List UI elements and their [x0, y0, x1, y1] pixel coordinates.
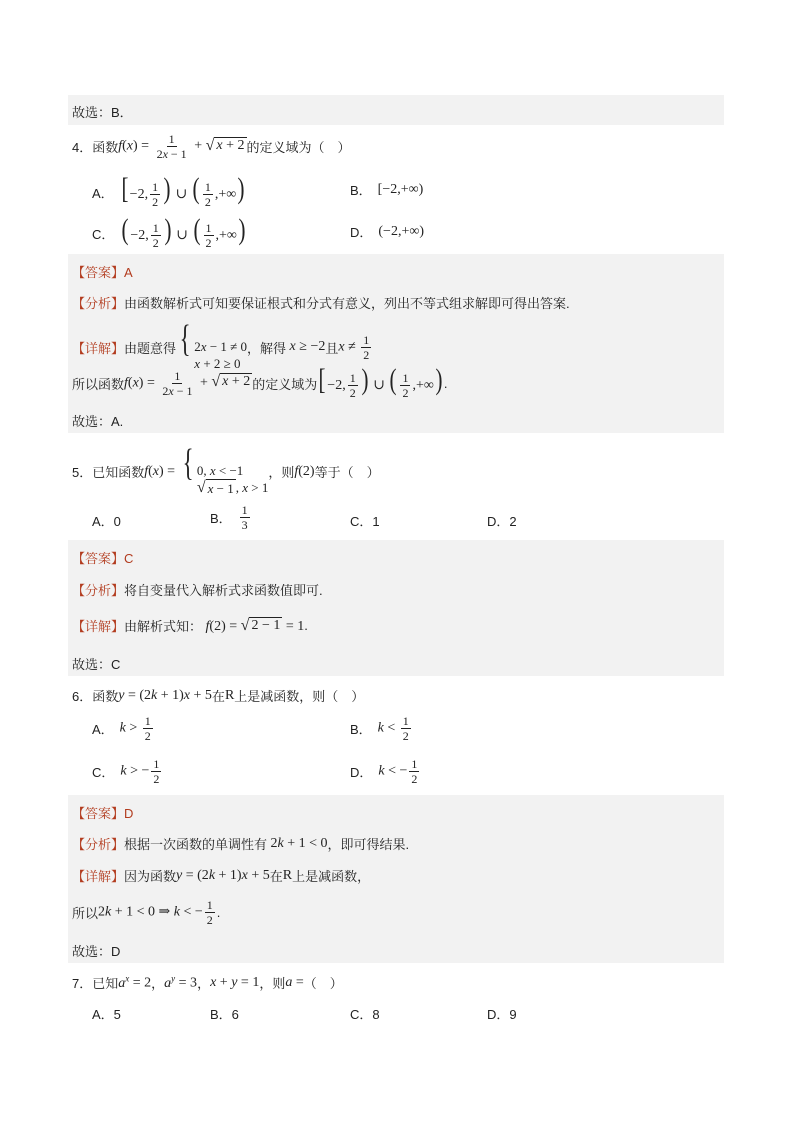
q7-option-c[interactable]: C．8: [350, 1007, 380, 1022]
q4-choose: 故选：A.: [72, 414, 124, 429]
q6-option-a[interactable]: A． k > $\frac{1}{2}$: [92, 714, 151, 743]
q4-option-a[interactable]: A． [ −2, $\frac{1}{2}$ ) ∪ ( $\frac{1}{2}$ ,+∞): [92, 172, 245, 210]
q7-option-b[interactable]: B．6: [210, 1007, 239, 1022]
q6-option-c[interactable]: C． k > − $\frac{1}{2}$: [92, 757, 160, 786]
q5-detail: 【详解】 由解析式知： f(2) = √ 2 − 1 = 1 .: [72, 616, 308, 634]
q4-option-b[interactable]: B． [−2,+∞): [350, 181, 424, 198]
q6-option-b[interactable]: B． k < $\frac{1}{2}$: [350, 714, 409, 743]
q5-analysis: 【分析】 将自变量代入解析式求函数值即可.: [72, 583, 323, 598]
q6-detail: 【详解】 因为函数 y = (2k + 1)x + 5 在 R 上是减函数，: [72, 867, 371, 884]
q5-choose: 故选：C: [72, 657, 121, 672]
solution-band: [68, 540, 724, 676]
q6-option-d[interactable]: D． k < − $\frac{1}{2}$: [350, 757, 418, 786]
q6-so: 所以 2k + 1 < 0 ⇒ k < − $\frac{1}{2}$ .: [72, 898, 221, 927]
q5-option-b[interactable]: B． $\frac{1}{3}$: [210, 503, 248, 532]
q5-stem: 5．已知函数 f(x) = { 0, x < −1 √ x − 1 , x > 1 ，则 f(2) 等于（ ）: [72, 442, 380, 496]
q4-option-c[interactable]: C． ( −2, $\frac{1}{2}$ ) ∪ ( $\frac{1}{2}$ ,+∞): [92, 213, 246, 251]
q4-detail: 【详解】 由题意得 { 2x − 1 ≠ 0 x + 2 ≥ 0 ，解得 x ≥ −2 且 x ≠ $\frac{1}{2}$: [72, 318, 370, 371]
q6-choose: 故选：D: [72, 944, 121, 959]
q4-function: f(x) = $\frac{1}{2x - 1}$ + √ x + 2: [118, 132, 245, 161]
q4-analysis: 【分析】 由函数解析式可知要保证根式和分式有意义，列出不等式组求解即可得出答案.: [72, 296, 570, 311]
q6-answer: 【答案】D: [72, 806, 134, 821]
q5-answer: 【答案】C: [72, 551, 134, 566]
q7-option-a[interactable]: A．5: [92, 1007, 121, 1022]
q4-stem: 4．函数 f(x) = $\frac{1}{2x - 1}$ + √ x + 2 的定义域为（ ）: [72, 132, 351, 161]
q5-option-a[interactable]: A．0: [92, 514, 121, 529]
solution-band: [68, 95, 724, 125]
q4-so: 所以函数 f(x) = $\frac{1}{2x - 1}$ + √ x + 2 的定义域为 [ −2, $\frac{1}{2}$ ) ∪ ( $\frac{1}{2}$ ,+∞) .: [72, 363, 448, 401]
q5-option-c[interactable]: C．1: [350, 514, 380, 529]
q6-stem: 6．函数 y = (2k + 1)x + 5 在 R 上是减函数，则（ ）: [72, 687, 365, 704]
q6-analysis: 【分析】 根据一次函数的单调性有 2k + 1 < 0 ，即可得结果.: [72, 835, 410, 852]
q4-answer: 【答案】A: [72, 265, 133, 280]
prev-answer: 故选：B．: [72, 105, 133, 120]
q4-option-d[interactable]: D． (−2,+∞): [350, 223, 424, 240]
q7-stem: 7．已知 $a^x = 2$ ， $a^y = 3$ ， x + y = 1 ，则 a = （ ）: [72, 973, 343, 991]
q7-option-d[interactable]: D．9: [487, 1007, 517, 1022]
q5-option-d[interactable]: D．2: [487, 514, 517, 529]
